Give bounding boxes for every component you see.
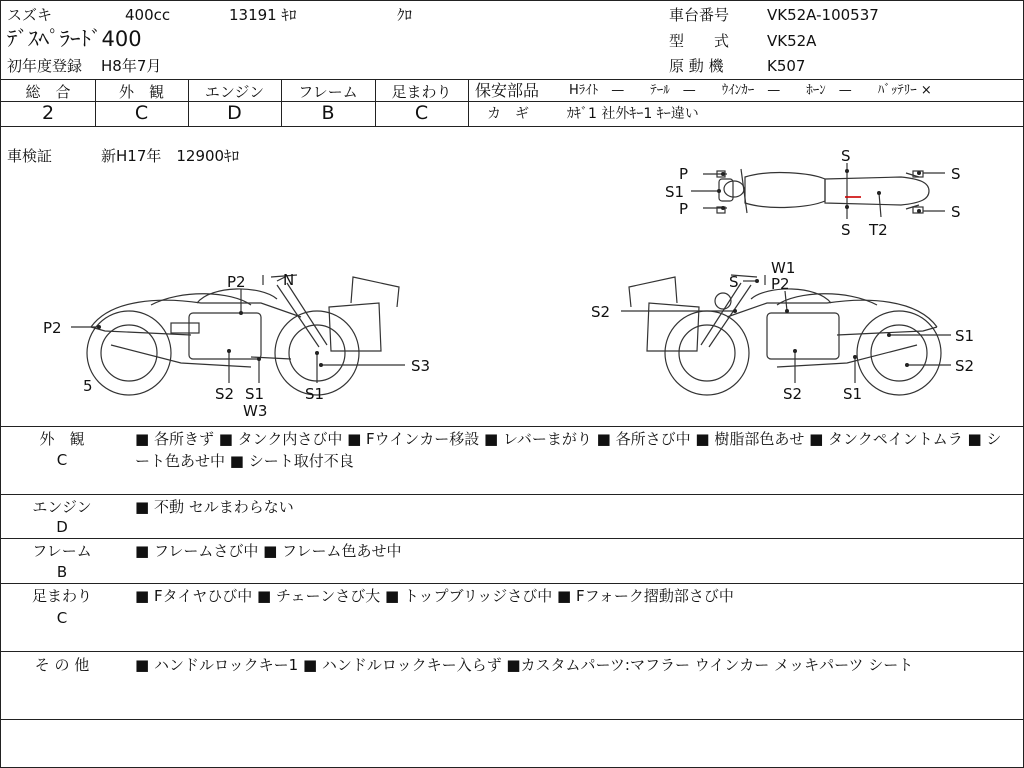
- engine-model-label: 原 動 機: [669, 57, 724, 75]
- diagram-label: S: [729, 273, 739, 291]
- maker: スズキ: [7, 6, 53, 24]
- grade-suspension-label: 足まわり: [391, 83, 452, 101]
- grade-frame-label: フレーム: [298, 83, 358, 101]
- diagram-label: S3: [411, 357, 431, 375]
- engine-model-value: K507: [767, 57, 806, 75]
- diagram-label: W3: [243, 402, 268, 420]
- section-exterior-grade: C: [56, 451, 68, 469]
- section-frame-grade: B: [56, 563, 68, 581]
- engine-cc: 400cc: [125, 6, 171, 24]
- diagram-label: P: [679, 200, 689, 218]
- section-suspension-grade: C: [56, 609, 68, 627]
- safety-parts-items: Hﾗｲﾄ — ﾃｰﾙ — ｳｲﾝｶｰ — ﾎｰﾝ — ﾊﾞｯﾃﾘｰ ×: [569, 83, 932, 98]
- diagram-label: S2: [783, 385, 803, 403]
- top-view-diagram: [717, 169, 929, 213]
- divider: [1, 583, 1023, 584]
- diagram-label: S: [841, 221, 851, 239]
- first-registration-label: 初年度登録: [7, 57, 83, 75]
- diagram-label: S2: [215, 385, 235, 403]
- diagram-label: S2: [955, 357, 975, 375]
- color: ｸﾛ: [397, 6, 413, 24]
- grade-total-value: 2: [41, 102, 55, 124]
- diagram-label: S: [841, 147, 851, 165]
- grade-engine-value: D: [227, 102, 242, 124]
- section-engine-text: ■ 不動 セルまわらない: [135, 498, 294, 516]
- diagram-label: P2: [771, 275, 790, 293]
- divider: [1, 426, 1023, 427]
- grade-suspension-value: C: [414, 102, 429, 124]
- left-side-diagram: [87, 275, 399, 395]
- section-suspension-text: ■ Fタイヤひび中 ■ チェーンさび大 ■ トップブリッジさび中 ■ Fフォーク摺動部さび中: [135, 587, 734, 605]
- section-exterior-title: 外 観: [39, 430, 85, 448]
- type-label: 型 式: [669, 32, 730, 50]
- divider: [1, 538, 1023, 539]
- grade-exterior-label: 外 観: [118, 83, 164, 101]
- diagram-label: W1: [771, 259, 796, 277]
- section-engine-title: エンジン: [32, 498, 92, 516]
- diagram-label: P2: [227, 273, 246, 291]
- diagram-label: S1: [245, 385, 265, 403]
- inspection-value: 新H17年 12900ｷﾛ: [101, 147, 240, 165]
- diagram-label: S1: [955, 327, 975, 345]
- diagram-label: S2: [591, 303, 611, 321]
- section-frame-text: ■ フレームさび中 ■ フレーム色あせ中: [135, 542, 402, 560]
- diagram-label: N: [283, 271, 295, 289]
- divider: [1, 651, 1023, 652]
- section-other-text: ■ ハンドルロックキー1 ■ ハンドルロックキー入らず ■カスタムパーツ:マフラー ウインカー メッキパーツ シート: [135, 656, 914, 674]
- motorcycle-diagram: [1, 127, 1023, 427]
- grade-engine-label: エンジン: [204, 83, 265, 101]
- grade-total-label: 総 合: [25, 83, 71, 101]
- divider: [1, 719, 1023, 720]
- type-value: VK52A: [767, 32, 817, 50]
- divider: [1, 79, 1023, 80]
- diagram-label: S1: [665, 183, 685, 201]
- diagram-label: T2: [869, 221, 888, 239]
- diagram-label: P2: [43, 319, 62, 337]
- section-frame-title: フレーム: [32, 542, 92, 560]
- section-suspension-title: 足まわり: [31, 587, 92, 605]
- inspection-label: 車検証: [7, 147, 53, 165]
- safety-parts-label: 保安部品: [475, 81, 540, 100]
- diagram-label: 5: [83, 377, 93, 395]
- divider: [469, 101, 1023, 102]
- first-registration-value: H8年7月: [101, 57, 162, 75]
- model-name: ﾃﾞｽﾍﾟﾗｰﾄﾞ400: [7, 27, 142, 51]
- diagram-label: S1: [305, 385, 325, 403]
- diagram-label: S: [951, 165, 961, 183]
- key-label: カ ギ: [487, 106, 529, 122]
- diagram-label: S: [951, 203, 961, 221]
- mileage: 13191 ｷﾛ: [229, 6, 297, 24]
- frame-number-value: VK52A-100537: [767, 6, 879, 24]
- diagram-label: S1: [843, 385, 863, 403]
- diagram-label: P: [679, 165, 689, 183]
- grade-exterior-value: C: [134, 102, 149, 124]
- key-value: ｶｷﾞ1 社外ｷｰ1 ｷｰ違い: [567, 106, 699, 122]
- grade-frame-value: B: [321, 102, 335, 124]
- divider: [468, 79, 469, 126]
- divider: [1, 494, 1023, 495]
- section-other-title: そ の 他: [34, 656, 90, 674]
- frame-number-label: 車台番号: [669, 6, 730, 24]
- section-engine-grade: D: [56, 518, 68, 536]
- section-exterior-text: ■ 各所きず ■ タンク内さび中 ■ Fウインカー移設 ■ レバーまがり ■ 各所さび中 ■ 樹脂部色あせ ■ タンクペイントムラ ■ シート色あせ中 ■ シート取付不良: [135, 430, 1002, 470]
